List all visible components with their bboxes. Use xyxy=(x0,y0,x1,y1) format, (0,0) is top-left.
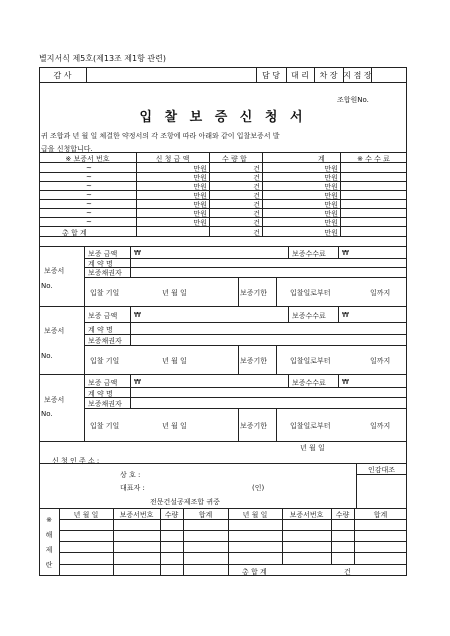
fee-won-sign: ₩ xyxy=(342,378,349,386)
cancel-side-char: ※ xyxy=(46,516,52,524)
cancel-side-char: 해 xyxy=(45,531,53,539)
guarantee-no: No. xyxy=(41,410,53,418)
guarantee-fee-label: 보증수수료 xyxy=(292,379,326,387)
bid-date-ymd: 년 월 일 xyxy=(162,422,187,430)
guarantee-amount-label: 보증 금액 xyxy=(88,250,118,258)
period-until-label: 일까지 xyxy=(370,357,391,365)
row-total-unit: 만원 xyxy=(324,183,338,191)
guarantee-no: No. xyxy=(41,282,53,290)
cancel-col-bond-no-2: 보증서번호 xyxy=(289,511,324,519)
row-bond-no: ~ xyxy=(86,164,92,172)
form-label: 별지서식 제5호(제13조 제1항 관련) xyxy=(39,54,166,63)
ceo-name-label: 대표자 : xyxy=(120,484,145,492)
row-qty-unit: 건 xyxy=(253,174,260,182)
row-qty-unit: 건 xyxy=(253,183,260,191)
col-header-amount: 신 청 금 액 xyxy=(155,155,190,163)
period-from-label: 입찰일로부터 xyxy=(290,357,331,365)
cancel-col-date-2: 년 월 일 xyxy=(242,511,268,519)
col-header-total: 계 xyxy=(318,155,325,163)
bond-holder-label: 보증채권자 xyxy=(88,400,122,408)
won-sign: ₩ xyxy=(134,311,141,319)
application-date: 년 월 일 xyxy=(300,444,325,452)
bond-holder-label: 보증채권자 xyxy=(88,337,122,345)
cancel-col-total: 합계 xyxy=(198,511,213,519)
row-total-unit: 만원 xyxy=(324,210,338,218)
row-qty-unit: 건 xyxy=(253,165,260,173)
guarantee-period-label: 보증기한 xyxy=(240,357,268,365)
row-amount-unit: 만원 xyxy=(193,201,207,209)
bid-date-label: 입찰 기일 xyxy=(90,289,120,297)
row-bond-no: ~ xyxy=(86,218,92,226)
approval-deputy: 차 장 xyxy=(319,71,338,80)
period-from-label: 입찰일로부터 xyxy=(290,422,331,430)
contract-name-label: 계 약 명 xyxy=(88,260,113,268)
col-header-fee: ※ 수 수 료 xyxy=(357,155,390,163)
guarantee-fee-label: 보증수수료 xyxy=(292,250,326,258)
row-total-unit: 만원 xyxy=(324,174,338,182)
fee-won-sign: ₩ xyxy=(342,249,349,257)
member-no-label: 조합원No. xyxy=(337,96,369,104)
row-bond-no: ~ xyxy=(86,173,92,181)
row-qty-unit: 건 xyxy=(253,210,260,218)
bid-date-ymd: 년 월 일 xyxy=(162,357,187,365)
bid-date-label: 입찰 기일 xyxy=(90,422,120,430)
bid-date-ymd: 년 월 일 xyxy=(162,289,187,297)
intro-line-1: 귀 조합과 년 월 일 체결한 약정서의 각 조항에 따라 아래와 같이 입찰보증서 발 xyxy=(41,132,280,140)
seal-check-label: 인감대조 xyxy=(367,466,396,474)
guarantee-no: No. xyxy=(41,352,53,360)
cancel-col-qty: 수량 xyxy=(164,511,179,519)
row-qty-unit: 건 xyxy=(253,219,260,227)
cancel-side-char: 제 xyxy=(45,546,53,554)
row-qty-unit: 건 xyxy=(253,192,260,200)
row-total-unit: 만원 xyxy=(324,192,338,200)
row-amount-unit: 만원 xyxy=(193,219,207,227)
approval-manager: 지 점 장 xyxy=(343,71,372,80)
guarantee-amount-label: 보증 금액 xyxy=(88,312,118,320)
addressee: 전문건설공제조합 귀중 xyxy=(150,498,220,506)
fee-won-sign: ₩ xyxy=(342,311,349,319)
won-sign: ₩ xyxy=(134,378,141,386)
period-from-label: 입찰일로부터 xyxy=(290,289,331,297)
grand-total-label: 총 합 계 xyxy=(62,229,87,237)
contract-name-label: 계 약 명 xyxy=(88,326,113,334)
period-until-label: 일까지 xyxy=(370,422,391,430)
row-bond-no: ~ xyxy=(86,209,92,217)
col-header-qty-sum: 수 량 합 xyxy=(222,155,247,163)
row-amount-unit: 만원 xyxy=(193,183,207,191)
won-sign: ₩ xyxy=(134,249,141,257)
intro-line-2: 급을 신청합니다. xyxy=(41,145,93,153)
document-title: 입 찰 보 증 신 청 서 xyxy=(139,110,307,125)
guarantee-amount-label: 보증 금액 xyxy=(88,379,118,387)
row-bond-no: ~ xyxy=(86,200,92,208)
row-amount-unit: 만원 xyxy=(193,192,207,200)
approval-assistant: 대 리 xyxy=(291,71,309,80)
row-total-unit: 만원 xyxy=(324,201,338,209)
row-amount-unit: 만원 xyxy=(193,174,207,182)
cancel-col-qty-2: 수량 xyxy=(335,511,350,519)
row-total-unit: 만원 xyxy=(324,219,338,227)
grand-total-total-unit: 만원 xyxy=(324,229,338,237)
guarantee-period-label: 보증기한 xyxy=(240,422,268,430)
cancel-col-bond-no: 보증서번호 xyxy=(119,511,154,519)
seal-mark: (인) xyxy=(252,484,265,492)
contract-name-label: 계 약 명 xyxy=(88,390,113,398)
col-header-bond-no: ※ 보증서 번호 xyxy=(65,155,110,163)
row-amount-unit: 만원 xyxy=(193,165,207,173)
row-bond-no: ~ xyxy=(86,191,92,199)
row-qty-unit: 건 xyxy=(253,201,260,209)
row-total-unit: 만원 xyxy=(324,165,338,173)
row-amount-unit: 만원 xyxy=(193,210,207,218)
cancel-col-date: 년 월 일 xyxy=(73,511,99,519)
applicant-address-label: 신 청 인 주 소 : xyxy=(52,457,100,465)
approval-staff: 담 당 xyxy=(262,71,280,80)
guarantee-period-label: 보증기한 xyxy=(240,289,268,297)
cancel-grand-total-unit: 건 xyxy=(344,568,351,576)
company-name-label: 상 호 : xyxy=(120,471,141,479)
guarantee-label: 보증서 xyxy=(44,396,65,404)
cancel-grand-total-label: 총 합 계 xyxy=(242,568,267,576)
period-until-label: 일까지 xyxy=(370,289,391,297)
guarantee-fee-label: 보증수수료 xyxy=(292,312,326,320)
bond-holder-label: 보증채권자 xyxy=(88,269,122,277)
guarantee-label: 보증서 xyxy=(44,267,65,275)
cancel-col-total-2: 합계 xyxy=(373,511,388,519)
guarantee-label: 보증서 xyxy=(44,327,65,335)
row-bond-no: ~ xyxy=(86,182,92,190)
grand-total-qty-unit: 건 xyxy=(253,229,260,237)
cancel-side-char: 란 xyxy=(45,561,53,569)
audit-label: 감 사 xyxy=(53,71,72,80)
bid-date-label: 입찰 기일 xyxy=(90,357,120,365)
